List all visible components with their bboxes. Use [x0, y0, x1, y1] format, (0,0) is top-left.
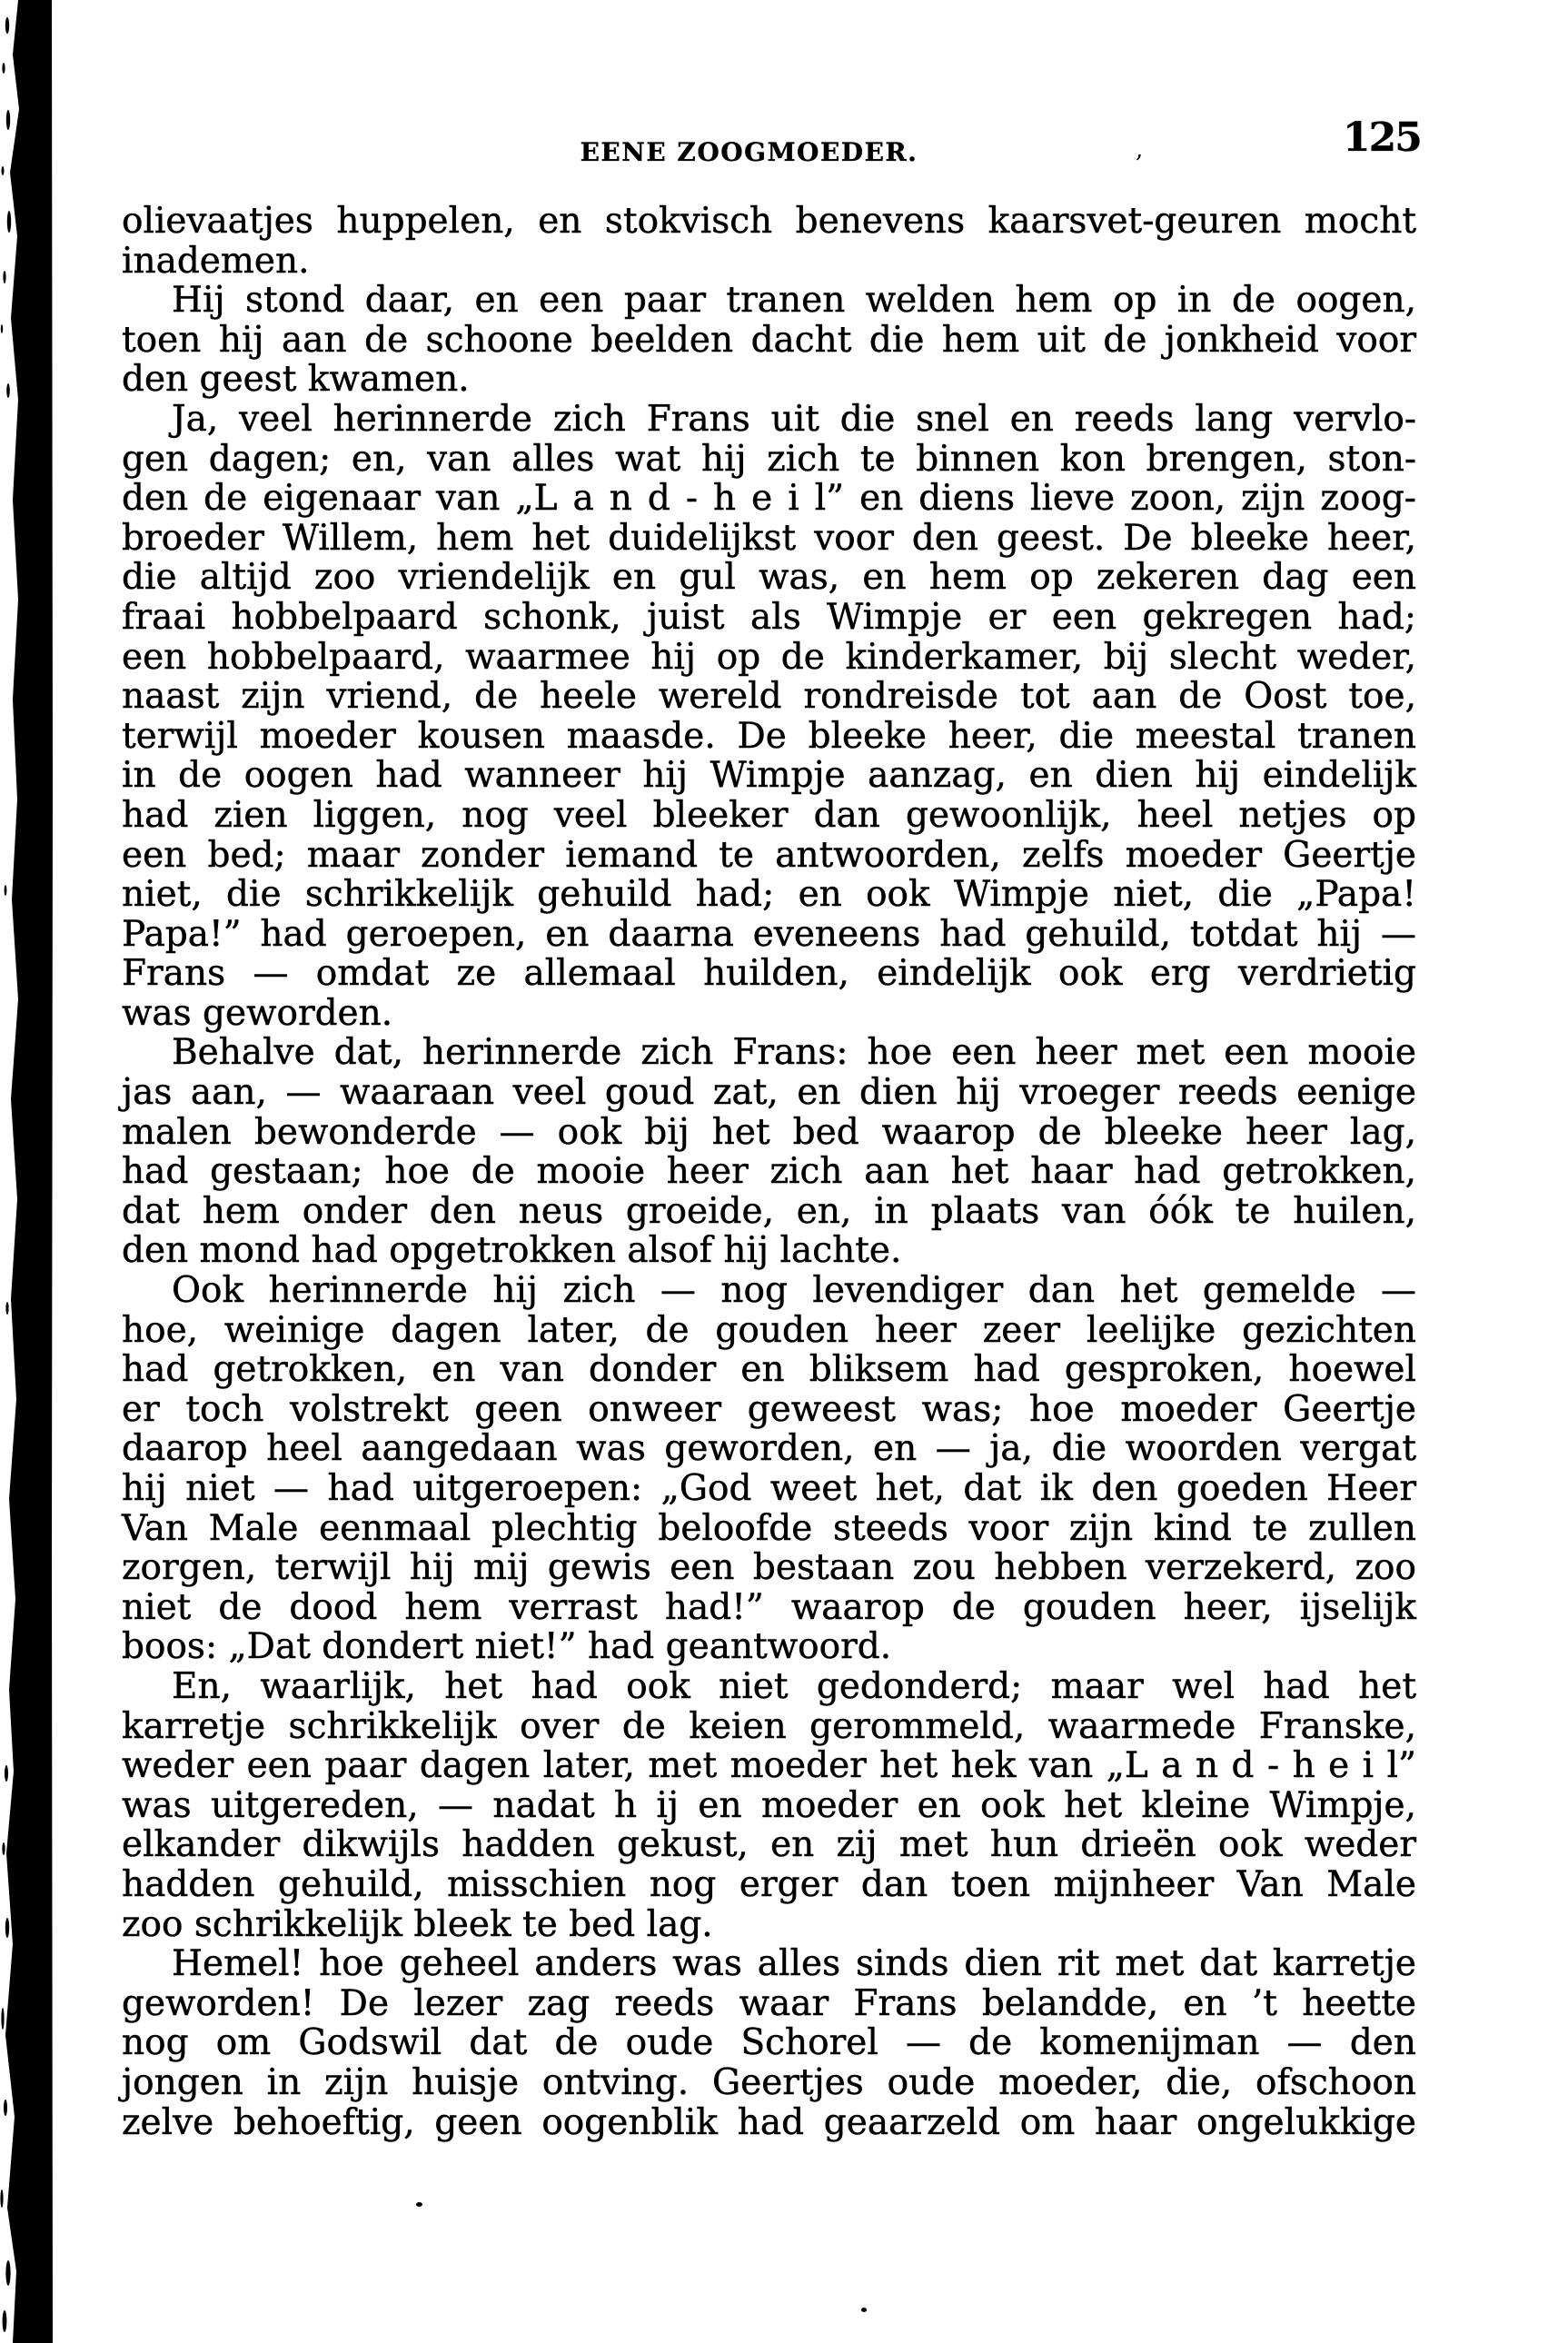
- text-line: boos: „Dat dondert niet!” had geantwoord.: [122, 1626, 892, 1668]
- text-line: die altijd zoo vriendelijk en gul was, en hem op zekeren dag een: [122, 557, 1416, 599]
- text-line: Hij stond daar, en een paar tranen welden hem op in de oogen,: [172, 280, 1416, 322]
- scan-gutter-artifact: [0, 0, 64, 2343]
- paragraph: [122, 281, 1416, 400]
- text-line: malen bewonderde — ook bij het bed waarop de bleeke heer lag,: [122, 1111, 1416, 1153]
- text-line: terwijl moeder kousen maasde. De bleeke heer, die meestal tranen: [122, 715, 1416, 757]
- text-line: toen hij aan de schoone beelden dacht die hem uit de jonkheid voor: [122, 319, 1416, 361]
- gutter-bar-graphic: [0, 0, 64, 2343]
- text-line: Papa!” had geroepen, en daarna eveneens had gehuild, totdat hij —: [122, 913, 1416, 955]
- text-line: weder een paar dagen later, met moeder het hek van „L a n d - h e i l”: [122, 1745, 1416, 1787]
- text-line: hoe, weinige dagen later, de gouden heer zeer leelijke gezichten: [122, 1309, 1416, 1351]
- text-line: olievaatjes huppelen, en stokvisch benevens kaarsvet-geuren mocht: [122, 201, 1416, 242]
- scan-speck: [416, 2202, 422, 2207]
- text-line: er toch volstrekt geen onweer geweest was; hoe moeder Geertje: [122, 1388, 1416, 1430]
- paragraph: [122, 1271, 1416, 1667]
- text-line: niet de dood hem verrast had!” waarop de gouden heer, ijselijk: [122, 1586, 1416, 1628]
- text-line: inademen.: [122, 240, 310, 282]
- text-line: gen dagen; en, van alles wat hij zich te binnen kon brengen, ston-: [122, 438, 1416, 480]
- text-line: had getrokken, en van donder en bliksem had gesproken, hoewel: [122, 1349, 1416, 1391]
- text-line: Frans — omdat ze allemaal huilden, eindelijk ook erg verdrietig: [122, 953, 1416, 995]
- text-line: in de oogen had wanneer hij Wimpje aanzag, en dien hij eindelijk: [122, 755, 1416, 797]
- text-line: nog om Godswil dat de oude Schorel — de komenijman — den: [122, 2022, 1416, 2064]
- text-line: een hobbelpaard, waarmee hij op de kinderkamer, bij slecht weder,: [122, 636, 1416, 678]
- text-line: had zien liggen, nog veel bleeker dan gewoonlijk, heel netjes op: [122, 794, 1416, 836]
- text-line: hij niet — had uitgeroepen: „God weet het, dat ik den goeden Heer: [122, 1468, 1416, 1509]
- text-line: jongen in zijn huisje ontving. Geertjes oude moeder, die, ofschoon: [122, 2061, 1416, 2103]
- text-line: zorgen, terwijl hij mij gewis een bestaan zou hebben verzekerd, zoo: [122, 1547, 1416, 1589]
- text-line: elkander dikwijls hadden gekust, en zij met hun drieën ook weder: [122, 1824, 1416, 1866]
- text-line: fraai hobbelpaard schonk, juist als Wimpje er een gekregen had;: [122, 596, 1416, 638]
- page-body: [122, 202, 1416, 2142]
- text-line: was uitgereden, — nadat h ij en moeder en ook het kleine Wimpje,: [122, 1784, 1416, 1826]
- text-line: Ook herinnerde hij zich — nog levendiger dan het gemelde —: [172, 1270, 1416, 1312]
- scan-speck: [861, 2308, 867, 2312]
- text-line: den geest kwamen.: [122, 359, 470, 401]
- running-header-title: EENE ZOOGMOEDER.: [580, 137, 918, 167]
- text-line: was geworden.: [122, 992, 393, 1034]
- text-line: niet, die schrikkelijk gehuild had; en ook Wimpje niet, die „Papa!: [122, 874, 1416, 916]
- paragraph: [122, 1667, 1416, 1944]
- paragraph: [122, 202, 1416, 281]
- text-line: Ja, veel herinnerde zich Frans uit die snel en reeds lang vervlo-: [172, 398, 1416, 440]
- text-line: geworden! De lezer zag reeds waar Frans belandde, en ’t heette: [122, 1982, 1416, 2024]
- text-line: jas aan, — waaraan veel goud zat, en dien hij vroeger reeds eenige: [122, 1072, 1416, 1114]
- text-line: den mond had opgetrokken alsof hij lachte.: [122, 1230, 902, 1272]
- stray-ink-mark: ,: [1136, 136, 1144, 164]
- text-line: naast zijn vriend, de heele wereld rondreisde tot aan de Oost toe,: [122, 676, 1416, 718]
- paragraph: [122, 400, 1416, 1034]
- page-number: 125: [1343, 114, 1421, 161]
- text-line: dat hem onder den neus groeide, en, in plaats van óók te huilen,: [122, 1190, 1416, 1232]
- text-line: een bed; maar zonder iemand te antwoorden, zelfs moeder Geertje: [122, 834, 1416, 876]
- text-line: zoo schrikkelijk bleek te bed lag.: [122, 1903, 713, 1945]
- text-line: zelve behoeftig, geen oogenblik had geaarzeld om haar ongelukkige: [122, 2101, 1416, 2143]
- text-line: karretje schrikkelijk over de keien gerommeld, waarmede Franske,: [122, 1705, 1416, 1747]
- text-line: Hemel! hoe geheel anders was alles sinds dien rit met dat karretje: [172, 1943, 1416, 1985]
- text-line: hadden gehuild, misschien nog erger dan toen mijnheer Van Male: [122, 1863, 1416, 1905]
- paragraph: [122, 1033, 1416, 1271]
- text-line: En, waarlijk, het had ook niet gedonderd; maar wel had het: [172, 1665, 1416, 1707]
- text-line: had gestaan; hoe de mooie heer zich aan het haar had getrokken,: [122, 1151, 1416, 1193]
- text-line: Behalve dat, herinnerde zich Frans: hoe een heer met een mooie: [172, 1032, 1416, 1074]
- text-line: Van Male eenmaal plechtig beloofde steeds voor zijn kind te zullen: [122, 1507, 1416, 1549]
- text-line: daarop heel aangedaan was geworden, en — ja, die woorden vergat: [122, 1428, 1416, 1470]
- paragraph: [122, 1944, 1416, 2142]
- text-line: den de eigenaar van „L a n d - h e i l” en diens lieve zoon, zijn zoog-: [122, 478, 1416, 520]
- text-line: broeder Willem, hem het duidelijkst voor den geest. De bleeke heer,: [122, 517, 1416, 559]
